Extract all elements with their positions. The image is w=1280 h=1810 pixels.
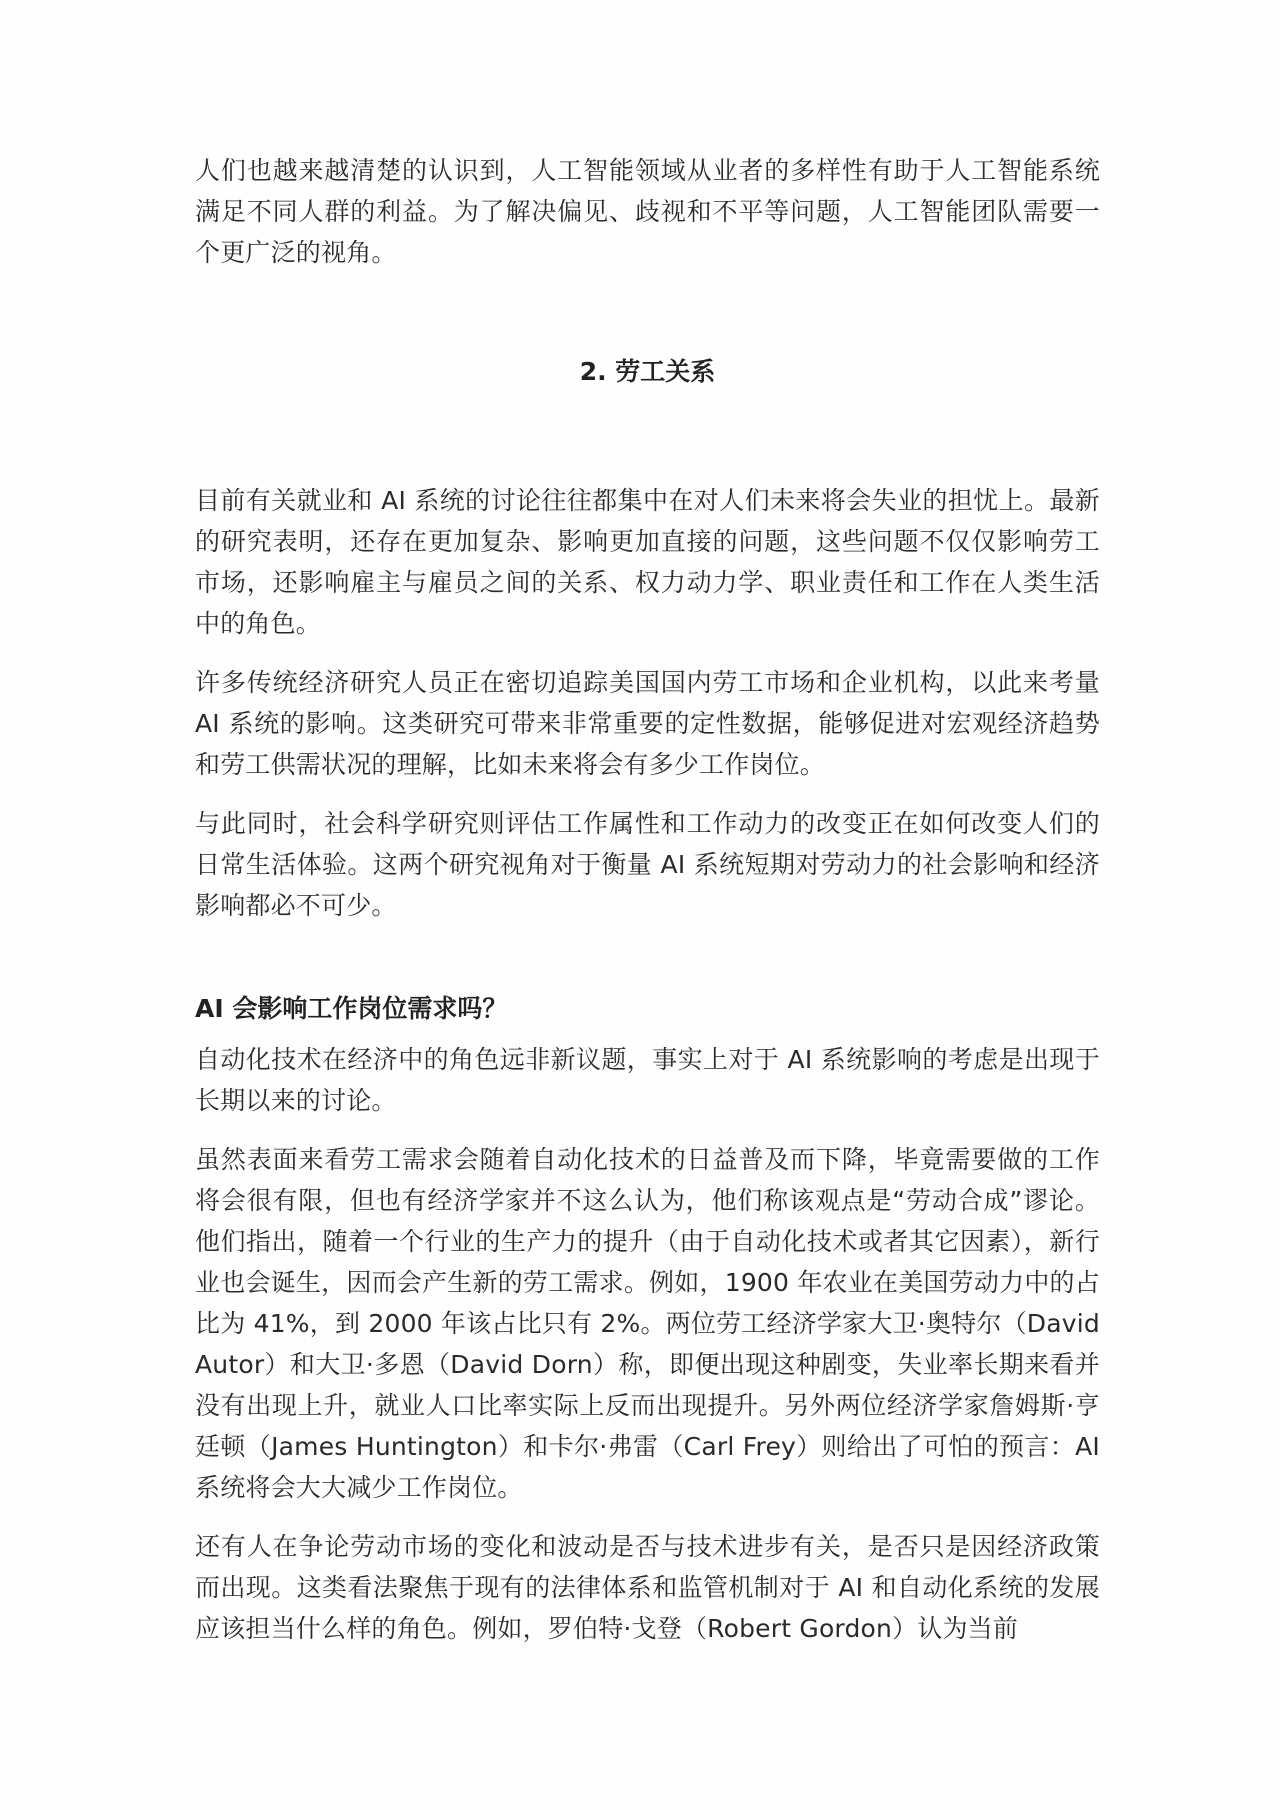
section-title: 2. 劳工关系 xyxy=(579,357,716,386)
subsection-paragraph: 还有人在争论劳动市场的变化和波动是否与技术进步有关，是否只是因经济政策而出现。这类看法聚焦于现有的法律体系和监管机制对于 AI 和自动化系统的发展应该担当什么样的角色。例如，罗伯特·戈登（Robert Gordon）认为当前 xyxy=(195,1532,1100,1643)
section-paragraph: 许多传统经济研究人员正在密切追踪美国国内劳工市场和企业机构，以此来考量 AI 系统的影响。这类研究可带来非常重要的定性数据，能够促进对宏观经济趋势和劳工供需状况的理解，比如未来将会有多少工作岗位。 xyxy=(195,668,1100,779)
document-body xyxy=(195,150,1100,1649)
subsection-paragraph: 自动化技术在经济中的角色远非新议题，事实上对于 AI 系统影响的考虑是出现于长期以来的讨论。 xyxy=(195,1045,1100,1115)
subsection-title: AI 会影响工作岗位需求吗？ xyxy=(195,994,508,1023)
subsection-paragraph: 虽然表面来看劳工需求会随着自动化技术的日益普及而下降，毕竟需要做的工作将会很有限，但也有经济学家并不这么认为，他们称该观点是“劳动合成”谬论。他们指出，随着一个行业的生产力的提升（由于自动化技术或者其它因素），新行业也会诞生，因而会产生新的劳工需求。例如，1900 年农业在美国劳动力中的占比为 41%，到 2000 年该占比只有 2%。两位劳工经济学家大卫·奥特尔（David Autor）和大卫·多恩（David Dorn）称，即便出现这种剧变，失业率长期来看并没有出现上升，就业人口比率实际上反而出现提升。另外两位经济学家詹姆斯·亨廷顿（James Huntington）和卡尔·弗雷（Carl Frey）则给出了可怕的预言：AI 系统将会大大减少工作岗位。 xyxy=(195,1145,1100,1502)
section-paragraph: 与此同时，社会科学研究则评估工作属性和工作动力的改变正在如何改变人们的日常生活体验。这两个研究视角对于衡量 AI 系统短期对劳动力的社会影响和经济影响都必不可少。 xyxy=(195,809,1100,920)
intro-paragraph: 人们也越来越清楚的认识到，人工智能领域从业者的多样性有助于人工智能系统满足不同人群的利益。为了解决偏见、歧视和不平等问题，人工智能团队需要一个更广泛的视角。 xyxy=(195,156,1100,267)
section-paragraph: 目前有关就业和 AI 系统的讨论往往都集中在对人们未来将会失业的担忧上。最新的研究表明，还存在更加复杂、影响更加直接的问题，这些问题不仅仅影响劳工市场，还影响雇主与雇员之间的关系、权力动力学、职业责任和工作在人类生活中的角色。 xyxy=(195,486,1100,638)
